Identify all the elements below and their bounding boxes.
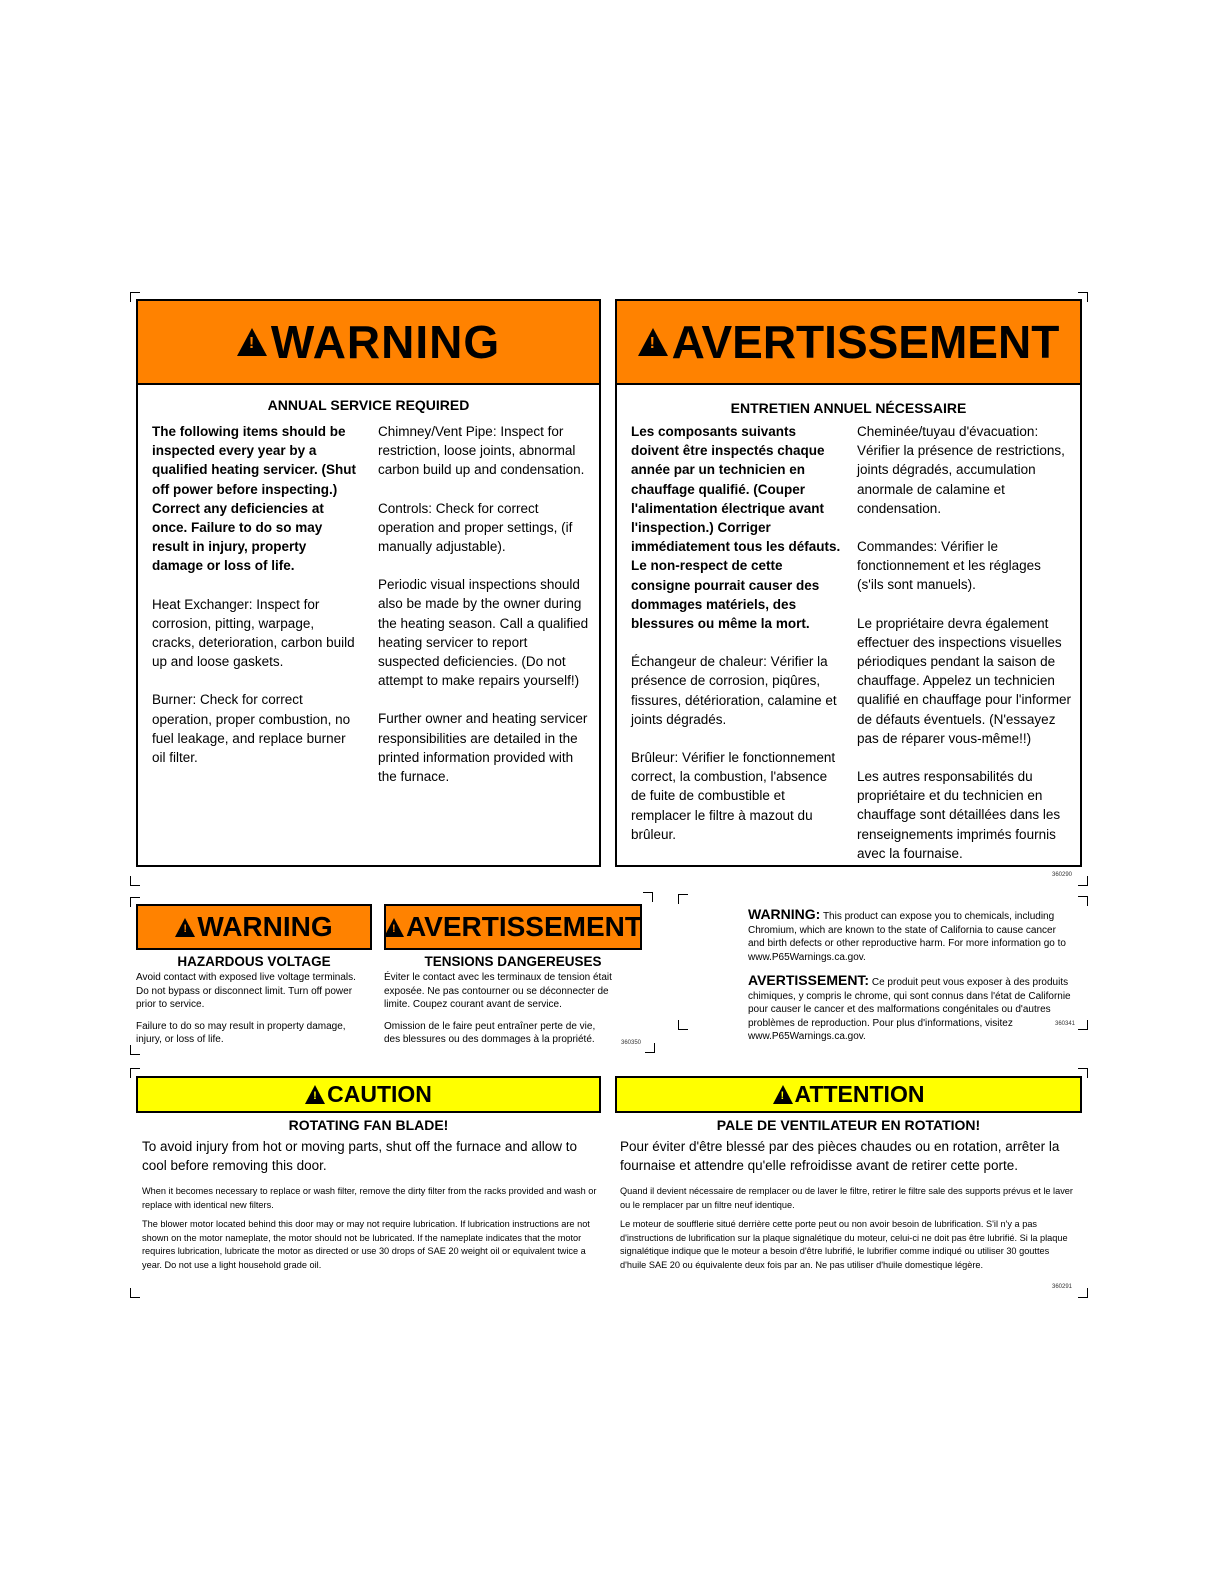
voltage-en-p2: Failure to do so may result in property damage, injury, or loss of life. [136, 1020, 346, 1045]
crop-mark [1078, 1288, 1088, 1298]
voltage-warning-banner [138, 906, 370, 948]
avertissement-proprietaire: Le propriétaire devra également effectuer des inspections visuelles périodiques pendant la saison de chauffage. Appelez un technicien qualifié en chauffage pour l'informer de défauts éventuels. (N'essayez pas de réparer vous-même!!) [857, 615, 1071, 746]
avertissement-commandes: Commandes: Vérifier le fonctionnement et les réglages (s'ils sont manuels). [857, 539, 1041, 593]
warning-label [136, 299, 601, 867]
warning-col-right [378, 422, 590, 805]
crop-mark [643, 892, 653, 902]
warning-heading: ANNUAL SERVICE REQUIRED [267, 397, 470, 413]
prop65-warning-lead: WARNING: [748, 906, 821, 922]
avertissement-title: AVERTISSEMENT [671, 316, 1060, 368]
voltage-heading-en: HAZARDOUS VOLTAGE [177, 954, 331, 969]
warning-triangle-icon [237, 328, 267, 356]
prop65-warning-text: This product can expose you to chemicals, including Chromium, which are known to the state of California to cause cancer and birth defects or other reproductive harm. For more information go to www.P65Warnings.ca.gov. [748, 911, 1066, 963]
label-code: 360350 [621, 1040, 642, 1046]
warning-heat-exchanger: Heat Exchanger: Inspect for corrosion, pitting, warpage, cracks, deterioration, carbon build up and loose gaskets. [152, 596, 355, 670]
voltage-avertissement-banner-box [384, 904, 642, 950]
voltage-text-en [136, 971, 368, 1055]
crop-mark [1078, 896, 1088, 906]
crop-mark [678, 1020, 688, 1030]
attention-text [620, 1137, 1075, 1272]
attention-banner [617, 1078, 1080, 1111]
attention-p2: Quand il devient nécessaire de remplacer ou de laver le filtre, retirer le filtre sale des supports prévus et le laver ou le remplacer par un filtre neuf identique. [620, 1186, 1073, 1210]
label-code: 360290 [1052, 872, 1073, 878]
avertissement-banner [617, 301, 1080, 385]
crop-mark [1078, 1020, 1088, 1030]
caution-banner [138, 1078, 599, 1111]
warning-periodic: Periodic visual inspections should also be made by the owner during the heating season. Call a qualified heating servicer to report suspected deficiencies. (Do not attempt to make repairs yourself!) [378, 577, 589, 689]
avertissement-cheminee: Cheminée/tuyau d'évacuation: Vérifier la présence de restrictions, joints dégradés, accumulation anormale de calamine et condensation. [857, 424, 1065, 516]
warning-triangle-icon [305, 1085, 325, 1104]
crop-mark [130, 1288, 140, 1298]
warning-banner [138, 301, 599, 385]
avertissement-heading: ENTRETIEN ANNUEL NÉCESSAIRE [730, 400, 967, 416]
voltage-text-fr [384, 971, 634, 1055]
warning-intro: The following items should be inspected every year by a qualified heating servicer. (Shut off power before inspecting.) Correct any deficiencies at once. Failure to do so may result in injury, property damage or loss of life. [152, 424, 357, 574]
crop-mark [645, 1043, 655, 1053]
attention-p3: Le moteur de soufflerie situé derrière cette porte peut ou non avoir besoin de lubrification. S'il n'y a pas d'instructions de lubrification sur la plaque signalétique du moteur, celui-ci ne doit pas être lubrifié. Si la plaque signalétique indique que le moteur a besoin d'être lubrifié, le lubrifier comme indiqué ou utiliser 30 gouttes d'huile SAE 20 ou équivalente deux fois par an. Ne pas utiliser d'huile domestique légère. [620, 1219, 1068, 1270]
voltage-en-p1: Avoid contact with exposed live voltage terminals. Do not bypass or disconnect limit. Turn off power prior to service. [136, 972, 356, 1010]
warning-triangle-icon [384, 918, 404, 937]
label-code: 360291 [1052, 1284, 1073, 1290]
warning-triangle-icon [175, 918, 195, 937]
attention-title: ATTENTION [794, 1081, 925, 1107]
caution-p3: The blower motor located behind this door may or may not require lubrication. If lubrication instructions are not shown on the motor nameplate, the motor should not be lubricated. If the nameplate indicates that the motor requires lubrication, lubricate the motor as directed or use 30 drops of SAE 20 weight oil or equivalent twice a year. Do not use a light household grade oil. [142, 1219, 590, 1270]
avertissement-autres: Les autres responsabilités du propriétaire et du technicien en chauffage sont détaillées dans les renseignements imprimés fournis avec la fournaise. [857, 769, 1061, 861]
caution-p2: When it becomes necessary to replace or wash filter, remove the dirty filter from the racks provided and wash or replace with identical new filters. [142, 1186, 597, 1210]
label-code: 360341 [1055, 1021, 1076, 1027]
prop65-avertissement-lead: AVERTISSEMENT: [748, 972, 870, 988]
avertissement-col-right [857, 422, 1071, 882]
crop-mark [1078, 876, 1088, 886]
attention-heading: PALE DE VENTILATEUR EN ROTATION! [716, 1117, 981, 1133]
voltage-heading-fr: TENSIONS DANGEREUSES [424, 954, 602, 969]
caution-banner-box [136, 1076, 601, 1113]
voltage-fr-p2: Omission de le faire peut entraîner perte de vie, des blessures ou des dommages à la propriété. [384, 1020, 596, 1045]
warning-title: WARNING [270, 316, 501, 368]
crop-mark [678, 894, 688, 904]
voltage-avertissement-banner [386, 906, 640, 948]
warning-col-left [152, 422, 360, 786]
warning-chimney: Chimney/Vent Pipe: Inspect for restriction, loose joints, abnormal carbon build up and condensation. [378, 424, 585, 478]
warning-burner: Burner: Check for correct operation, proper combustion, no fuel leakage, and replace burner oil filter. [152, 692, 351, 766]
avertissement-bruleur: Brûleur: Vérifier le fonctionnement correct, la combustion, l'absence de fuite de combustible et remplacer le filtre à mazout du brûleur. [631, 750, 836, 842]
prop65-text [748, 906, 1076, 1052]
warning-controls: Controls: Check for correct operation and proper settings, (if manually adjustable). [378, 500, 573, 555]
avertissement-intro: Les composants suivants doivent être inspectés chaque année par un technicien en chauffage qualifié. (Couper l'alimentation électrique avant l'inspection.) Corriger immédiatement tous les défauts. Le non-respect de cette consigne pourrait causer des dommages matériels, des blessures ou même la mort. [631, 424, 841, 632]
attention-banner-box [615, 1076, 1082, 1113]
caution-p1: To avoid injury from hot or moving parts, shut off the furnace and allow to cool before removing this door. [142, 1139, 577, 1173]
prop65-avertissement-text: Ce produit peut vous exposer à des produits chimiques, y compris le chrome, qui sont connus dans l'état de Californie pour causer le cancer et des malformations congénitales ou d'autres problèmes de reproduction. Pour plus d'informations, visitez www.P65Warnings.ca.gov. [748, 977, 1071, 1042]
voltage-avertissement-title: AVERTISSEMENT [406, 911, 642, 942]
warning-triangle-icon [773, 1085, 793, 1104]
attention-p1: Pour éviter d'être blessé par des pièces chaudes ou en rotation, arrêter la fournaise et attendre qu'elle refroidisse avant de retirer cette porte. [620, 1139, 1060, 1173]
caution-heading: ROTATING FAN BLADE! [288, 1117, 449, 1133]
avertissement-col-left [631, 422, 843, 863]
caution-text [142, 1137, 597, 1272]
voltage-warning-banner-box [136, 904, 372, 950]
voltage-fr-p1: Éviter le contact avec les terminaux de tension était exposée. Ne pas contourner ou se déconnecter de limite. Coupez courant avant de service. [384, 972, 612, 1010]
warning-triangle-icon [638, 328, 668, 356]
crop-mark [130, 876, 140, 886]
avertissement-label [615, 299, 1082, 867]
voltage-warning-title: WARNING [197, 911, 333, 942]
avertissement-echangeur: Échangeur de chaleur: Vérifier la présence de corrosion, piqûres, fissures, détérioration, calamine et joints dégradés. [631, 654, 837, 727]
caution-title: CAUTION [327, 1081, 432, 1107]
warning-further: Further owner and heating servicer responsibilities are detailed in the printed information provided with the furnace. [378, 711, 588, 785]
